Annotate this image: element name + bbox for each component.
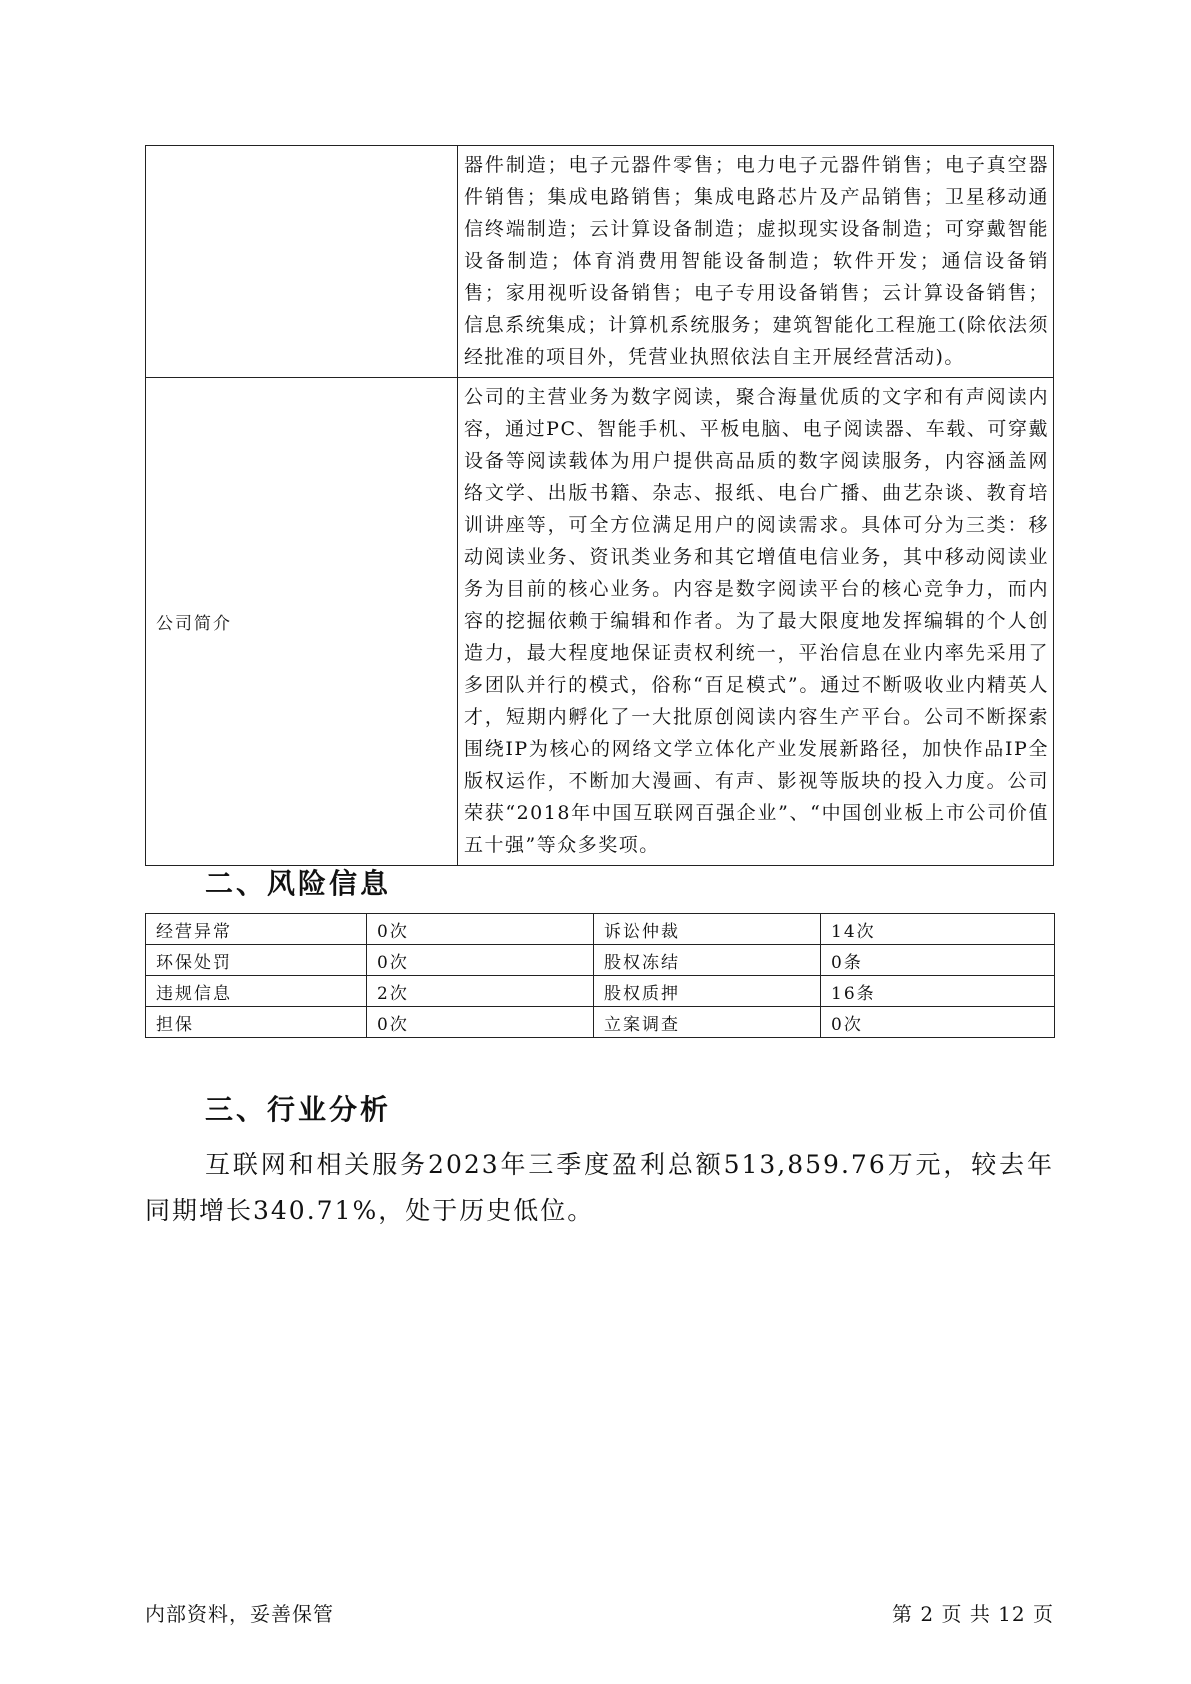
industry-analysis-text: 互联网和相关服务2023年三季度盈利总额513,859.76万元，较去年同期增长340.71%，处于历史低位。	[145, 1150, 1054, 1225]
company-intro-row	[146, 378, 1054, 866]
risk-label-cell: 立案调查	[594, 1007, 821, 1038]
company-info-table	[145, 145, 1054, 866]
table-row	[146, 976, 1055, 1007]
risk-info-table	[145, 913, 1055, 1038]
business-scope-label-cell	[146, 146, 458, 378]
risk-label-cell: 违规信息	[146, 976, 367, 1007]
risk-value-cell: 14次	[821, 914, 1055, 945]
risk-value-cell: 2次	[367, 976, 594, 1007]
risk-label-cell: 环保处罚	[146, 945, 367, 976]
business-scope-row	[146, 146, 1054, 378]
company-intro-text: 公司的主营业务为数字阅读，聚合海量优质的文字和有声阅读内容，通过PC、智能手机、平板电脑、电子阅读器、车载、可穿戴设备等阅读载体为用户提供高品质的数字阅读服务，内容涵盖网络文学、出版书籍、杂志、报纸、电台广播、曲艺杂谈、教育培训讲座等，可全方位满足用户的阅读需求。具体可分为三类：移动阅读业务、资讯类业务和其它增值电信业务，其中移动阅读业务为目前的核心业务。内容是数字阅读平台的核心竞争力，而内容的挖掘依赖于编辑和作者。为了最大限度地发挥编辑的个人创造力，最大程度地保证责权利统一，平治信息在业内率先采用了多团队并行的模式，俗称“百足模式”。通过不断吸收业内精英人才，短期内孵化了一大批原创阅读内容生产平台。公司不断探索围绕IP为核心的网络文学立体化产业发展新路径，加快作品IP全版权运作，不断加大漫画、有声、影视等版块的投入力度。公司荣获“2018年中国互联网百强企业”、“中国创业板上市公司价值五十强”等众多奖项。	[458, 378, 1054, 866]
risk-value-cell: 0次	[821, 1007, 1055, 1038]
risk-label-cell: 诉讼仲裁	[594, 914, 821, 945]
risk-value-cell: 0条	[821, 945, 1055, 976]
footer-confidential-note: 内部资料，妥善保管	[145, 1602, 334, 1626]
risk-label-cell: 经营异常	[146, 914, 367, 945]
table-row	[146, 1007, 1055, 1038]
company-intro-label: 公司简介	[146, 378, 458, 866]
footer-page-number: 第 2 页 共 12 页	[892, 1602, 1054, 1626]
risk-value-cell: 0次	[367, 945, 594, 976]
risk-label-cell: 担保	[146, 1007, 367, 1038]
risk-label-cell: 股权质押	[594, 976, 821, 1007]
risk-value-cell: 0次	[367, 1007, 594, 1038]
risk-section-heading: 二、风险信息	[205, 867, 392, 900]
business-scope-text: 器件制造；电子元器件零售；电力电子元器件销售；电子真空器件销售；集成电路销售；集成电路芯片及产品销售；卫星移动通信终端制造；云计算设备制造；虚拟现实设备制造；可穿戴智能设备制造；体育消费用智能设备制造；软件开发；通信设备销售；家用视听设备销售；电子专用设备销售；云计算设备销售；信息系统集成；计算机系统服务；建筑智能化工程施工(除依法须经批准的项目外，凭营业执照依法自主开展经营活动)。	[458, 146, 1054, 378]
table-row	[146, 945, 1055, 976]
risk-value-cell: 0次	[367, 914, 594, 945]
risk-value-cell: 16条	[821, 976, 1055, 1007]
table-row	[146, 914, 1055, 945]
risk-label-cell: 股权冻结	[594, 945, 821, 976]
industry-section-heading: 三、行业分析	[205, 1093, 392, 1126]
